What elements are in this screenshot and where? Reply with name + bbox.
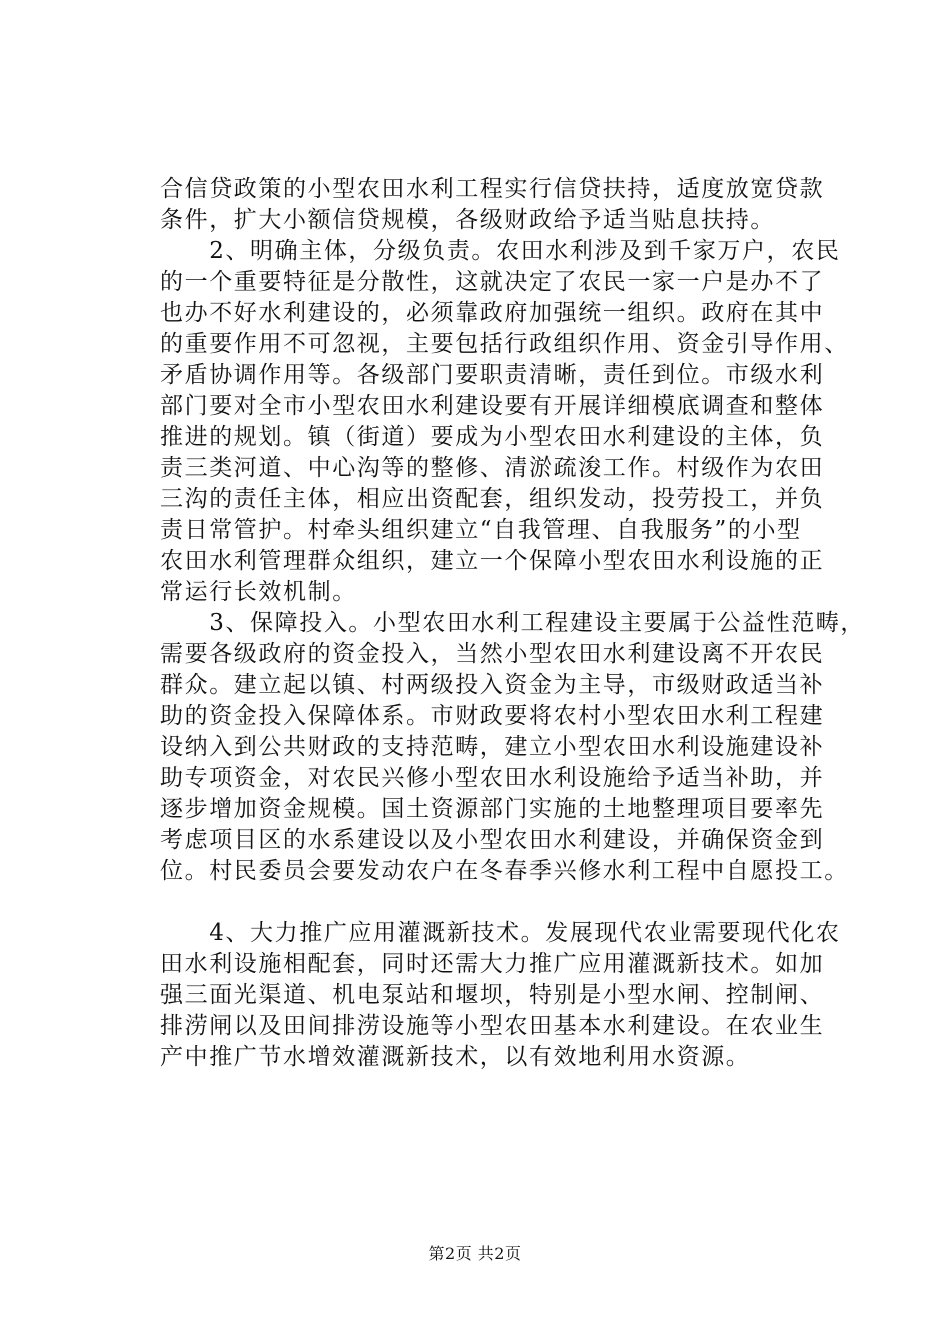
text-line: 也办不好水利建设的，必须靠政府加强统一组织。政府在其中: [160, 300, 825, 326]
page-footer: [0, 1244, 950, 1264]
text-line: 2、明确主体，分级负责。农田水利涉及到千家万户，农民: [160, 238, 841, 264]
text-line: 3、保障投入。小型农田水利工程建设主要属于公益性范畴，: [160, 610, 866, 636]
text-line: 责日常管护。村牵头组织建立“自我管理、自我服务”的小型: [160, 517, 802, 543]
page-number: 第2页 共2页: [428, 1244, 522, 1263]
text-line: 排涝闸以及田间排涝设施等小型农田基本水利建设。在农业生: [160, 1013, 825, 1039]
text-line: 农田水利管理群众组织，建立一个保障小型农田水利设施的正: [160, 548, 825, 574]
text-line: 的重要作用不可忽视，主要包括行政组织作用、资金引导作用、: [160, 331, 849, 357]
text-line: 的一个重要特征是分散性，这就决定了农民一家一户是办不了: [160, 269, 825, 295]
text-line: 责三类河道、中心沟等的整修、清淤疏浚工作。村级作为农田: [160, 455, 825, 481]
text-line: 产中推广节水增效灌溉新技术，以有效地利用水资源。: [160, 1044, 751, 1070]
text-line: 推进的规划。镇（街道）要成为小型农田水利建设的主体，负: [160, 424, 825, 450]
text-line: 部门要对全市小型农田水利建设要有开展详细模底调查和整体: [160, 393, 825, 419]
body-text: [160, 174, 866, 1073]
text-line: 强三面光渠道、机电泵站和堰坝，特别是小型水闸、控制闸、: [160, 982, 825, 1008]
text-line: 田水利设施相配套，同时还需大力推广应用灌溉新技术。如加: [160, 951, 825, 977]
text-line: 群众。建立起以镇、村两级投入资金为主导，市级财政适当补: [160, 672, 825, 698]
text-line: 常运行长效机制。: [160, 579, 357, 605]
text-line: 助专项资金，对农民兴修小型农田水利设施给予适当补助，并: [160, 765, 825, 791]
text-line: 三沟的责任主体，相应出资配套，组织发动，投劳投工，并负: [160, 486, 825, 512]
text-line: 条件，扩大小额信贷规模，各级财政给予适当贴息扶持。: [160, 207, 775, 233]
text-line: 助的资金投入保障体系。市财政要将农村小型农田水利工程建: [160, 703, 825, 729]
text-line: 矛盾协调作用等。各级部门要职责清晰，责任到位。市级水利: [160, 362, 825, 388]
text-line: 位。村民委员会要发动农户在冬春季兴修水利工程中自愿投工。: [160, 858, 849, 884]
text-line: 合信贷政策的小型农田水利工程实行信贷扶持，适度放宽贷款: [160, 176, 825, 202]
text-line: 4、大力推广应用灌溉新技术。发展现代农业需要现代化农: [160, 920, 841, 946]
text-line: 逐步增加资金规模。国土资源部门实施的土地整理项目要率先: [160, 796, 825, 822]
text-line: 需要各级政府的资金投入，当然小型农田水利建设离不开农民: [160, 641, 825, 667]
text-line: 设纳入到公共财政的支持范畴，建立小型农田水利设施建设补: [160, 734, 825, 760]
text-line: 考虑项目区的水系建设以及小型农田水利建设，并确保资金到: [160, 827, 825, 853]
